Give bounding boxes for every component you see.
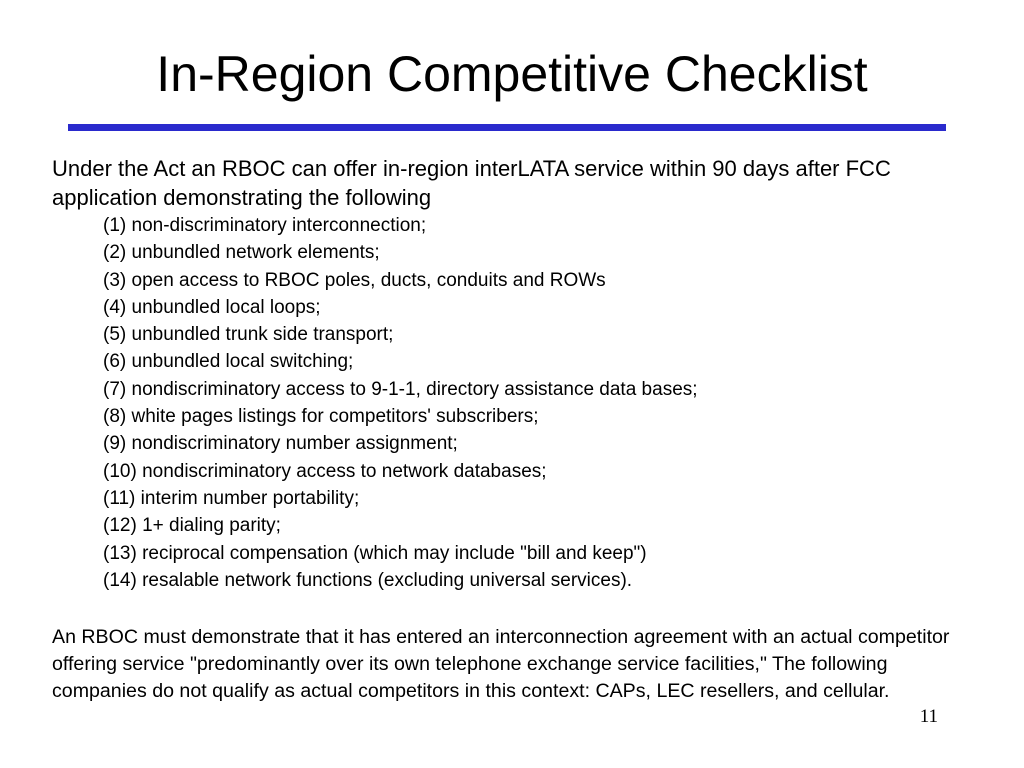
checklist-item: (2) unbundled network elements; — [103, 242, 380, 264]
checklist-item: (12) 1+ dialing parity; — [103, 515, 281, 537]
checklist-item: (11) interim number portability; — [103, 487, 360, 509]
checklist-item: (14) resalable network functions (excluding universal services). — [103, 569, 633, 591]
slide-title: In-Region Competitive Checklist — [156, 46, 868, 102]
closing-paragraph: An RBOC must demonstrate that it has entered an interconnection agreement with an actual competitor offering service "predominantly over its own telephone exchange service facilities," The following companies do not qualify as actual competitors in this context: CAPs, LEC resellers, and cellular. — [52, 626, 950, 702]
checklist-item: (1) non-discriminatory interconnection; — [103, 215, 427, 236]
checklist-item: (3) open access to RBOC poles, ducts, conduits and ROWs — [103, 269, 606, 291]
checklist-item: (8) white pages listings for competitors' subscribers; — [103, 406, 539, 428]
intro-paragraph: Under the Act an RBOC can offer in-region interLATA service within 90 days after FCC application demonstrating the following — [52, 156, 891, 210]
checklist-item: (6) unbundled local switching; — [103, 351, 354, 373]
checklist-item: (10) nondiscriminatory access to network databases; — [103, 460, 547, 482]
page-number: 11 — [919, 706, 938, 727]
checklist — [103, 212, 698, 594]
checklist-item: (9) nondiscriminatory number assignment; — [103, 433, 458, 455]
checklist-item: (7) nondiscriminatory access to 9-1-1, directory assistance data bases; — [103, 378, 698, 400]
checklist-item: (13) reciprocal compensation (which may include "bill and keep") — [103, 542, 647, 564]
title-underline — [68, 124, 946, 131]
checklist-item: (4) unbundled local loops; — [103, 296, 321, 318]
checklist-item: (5) unbundled trunk side transport; — [103, 324, 394, 346]
